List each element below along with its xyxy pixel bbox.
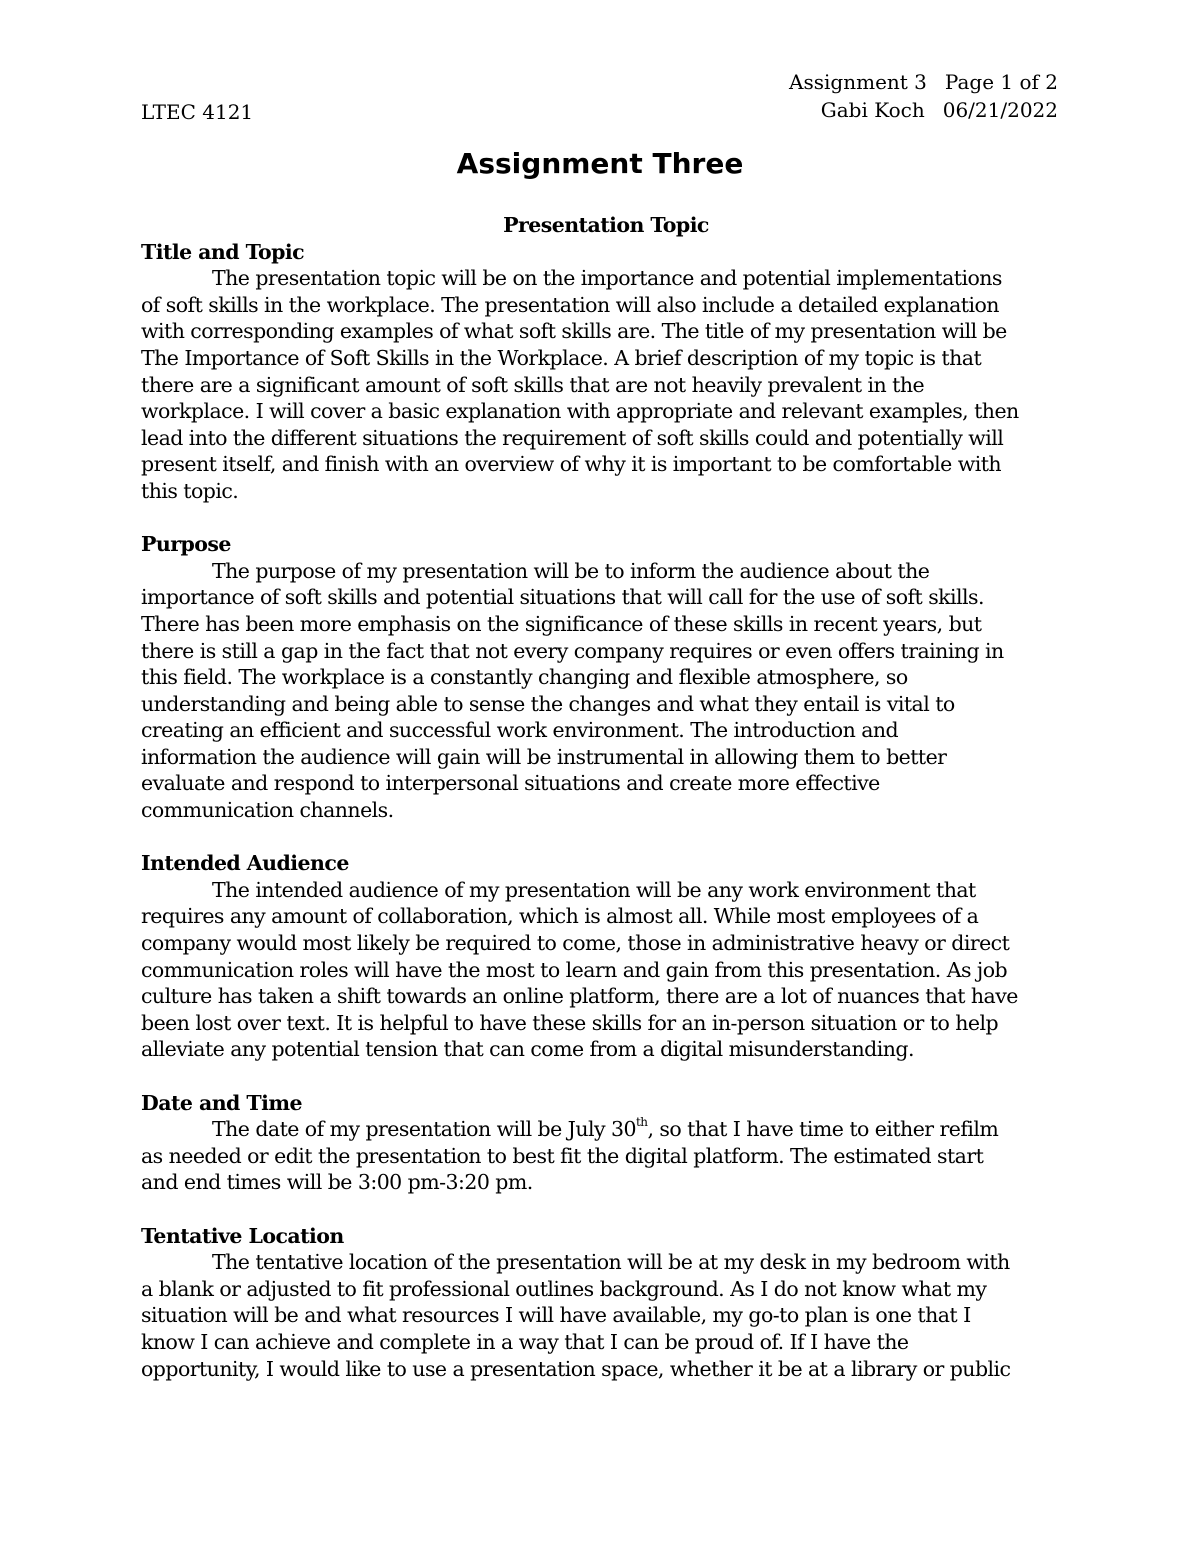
paragraph-line: The presentation topic will be on the importance and potential implementations bbox=[212, 266, 1002, 291]
document-date: 06/21/2022 bbox=[942, 98, 1058, 122]
page-header bbox=[141, 68, 1058, 126]
paragraph-line: understanding and being able to sense the changes and what they entail is vital to bbox=[141, 691, 955, 716]
paragraph-line: this topic. bbox=[141, 478, 239, 503]
paragraph-line: lead into the different situations the requirement of soft skills could and potentially will bbox=[141, 425, 1004, 450]
paragraph-line: There has been more emphasis on the significance of these skills in recent years, but bbox=[141, 611, 982, 636]
paragraph-line: as needed or edit the presentation to best fit the digital platform. The estimated start bbox=[141, 1143, 984, 1168]
paragraph-line: a blank or adjusted to fit professional outlines background. As I do not know what my bbox=[141, 1276, 987, 1301]
paragraph-line: know I can achieve and complete in a way that I can be proud of. If I have the bbox=[141, 1329, 909, 1354]
paragraph-line: The Importance of Soft Skills in the Workplace. A brief description of my topic is that bbox=[141, 345, 982, 370]
section-heading: Intended Audience bbox=[141, 851, 349, 876]
paragraph-line: and end times will be 3:00 pm-3:20 pm. bbox=[141, 1170, 533, 1195]
paragraph-line: The purpose of my presentation will be to inform the audience about the bbox=[212, 558, 930, 583]
document-subtitle: Presentation Topic bbox=[503, 213, 709, 237]
paragraph-line: present itself, and finish with an overview of why it is important to be comfortable with bbox=[141, 452, 1002, 477]
paragraph-line: company would most likely be required to come, those in administrative heavy or direct bbox=[141, 931, 1010, 956]
section-tentative-location bbox=[141, 1223, 1071, 1383]
section-paragraph bbox=[141, 265, 1071, 504]
paragraph-line bbox=[141, 1116, 1071, 1143]
header-assignment-row bbox=[789, 68, 1058, 96]
section-heading: Title and Topic bbox=[141, 239, 305, 264]
course-code: LTEC 4121 bbox=[141, 100, 254, 124]
section-date-and-time bbox=[141, 1090, 1071, 1196]
section-paragraph bbox=[141, 877, 1071, 1063]
section-title-and-topic bbox=[141, 239, 1071, 505]
header-author-row bbox=[789, 96, 1058, 124]
page-number: Page 1 of 2 bbox=[944, 70, 1058, 94]
paragraph-line: situation will be and what resources I will have available, my go-to plan is one that I bbox=[141, 1303, 971, 1328]
section-heading: Tentative Location bbox=[141, 1223, 344, 1248]
paragraph-line: communication roles will have the most to learn and gain from this presentation. As job bbox=[141, 957, 1008, 982]
section-paragraph bbox=[141, 558, 1071, 824]
section-paragraph bbox=[141, 1116, 1071, 1196]
author-name: Gabi Koch bbox=[820, 98, 925, 122]
section-heading: Date and Time bbox=[141, 1090, 302, 1115]
assignment-label: Assignment 3 bbox=[789, 70, 927, 94]
date-text: The date of my presentation will be July 30 bbox=[212, 1117, 636, 1142]
paragraph-line: communication channels. bbox=[141, 798, 394, 823]
document-body bbox=[141, 212, 1071, 1409]
header-right-block bbox=[789, 68, 1058, 124]
paragraph-line: workplace. I will cover a basic explanation with appropriate and relevant examples, then bbox=[141, 399, 1019, 424]
paragraph-line: of soft skills in the workplace. The presentation will also include a detailed explanation bbox=[141, 292, 999, 317]
section-intended-audience bbox=[141, 850, 1071, 1063]
section-heading: Purpose bbox=[141, 532, 231, 557]
paragraph-line: this field. The workplace is a constantly changing and flexible atmosphere, so bbox=[141, 665, 908, 690]
date-text-rest: , so that I have time to either refilm bbox=[647, 1117, 999, 1142]
paragraph-line: alleviate any potential tension that can come from a digital misunderstanding. bbox=[141, 1037, 914, 1062]
document-title: Assignment Three bbox=[456, 147, 744, 180]
section-purpose bbox=[141, 531, 1071, 824]
section-paragraph bbox=[141, 1249, 1071, 1382]
date-ordinal-suffix: th bbox=[635, 1115, 648, 1130]
paragraph-line: opportunity, I would like to use a presentation space, whether it be at a library or public bbox=[141, 1356, 1011, 1381]
paragraph-line: been lost over text. It is helpful to have these skills for an in-person situation or to help bbox=[141, 1010, 999, 1035]
paragraph-line: The tentative location of the presentation will be at my desk in my bedroom with bbox=[212, 1250, 1010, 1275]
paragraph-line: culture has taken a shift towards an online platform, there are a lot of nuances that have bbox=[141, 984, 1018, 1009]
paragraph-line: requires any amount of collaboration, which is almost all. While most employees of a bbox=[141, 904, 979, 929]
paragraph-line: there is still a gap in the fact that not every company requires or even offers training in bbox=[141, 638, 1004, 663]
paragraph-line: with corresponding examples of what soft skills are. The title of my presentation will be bbox=[141, 319, 1007, 344]
paragraph-line: importance of soft skills and potential situations that will call for the use of soft skills. bbox=[141, 585, 984, 610]
paragraph-line: there are a significant amount of soft skills that are not heavily prevalent in the bbox=[141, 372, 925, 397]
paragraph-line: creating an efficient and successful work environment. The introduction and bbox=[141, 718, 899, 743]
paragraph-line: information the audience will gain will be instrumental in allowing them to better bbox=[141, 744, 947, 769]
paragraph-line: evaluate and respond to interpersonal situations and create more effective bbox=[141, 771, 880, 796]
paragraph-line: The intended audience of my presentation will be any work environment that bbox=[212, 877, 976, 902]
